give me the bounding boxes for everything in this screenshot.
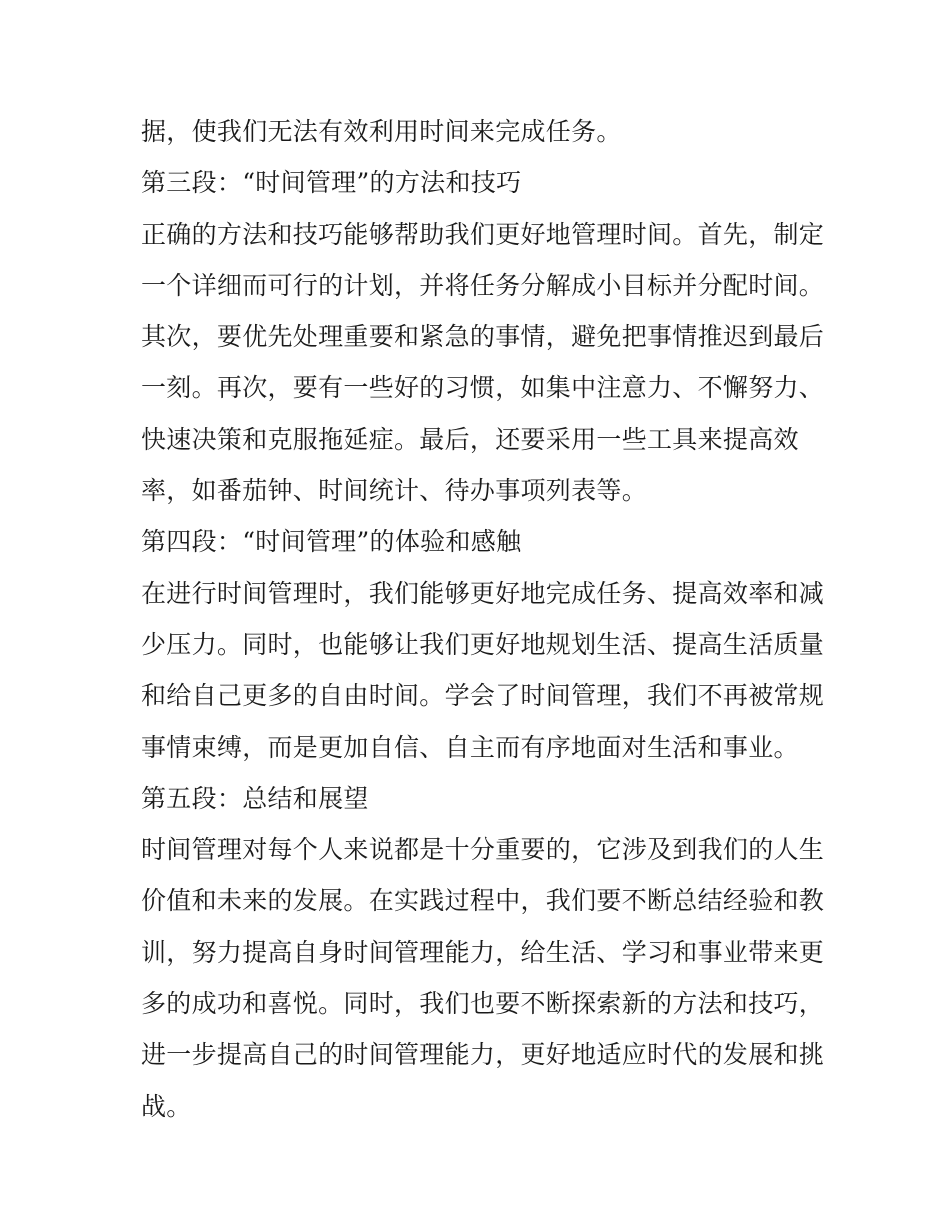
text-line: 和给自己更多的自由时间。学会了时间管理，我们不再被常规 <box>141 681 825 711</box>
text-line: 一个详细而可行的计划，并将任务分解成小目标并分配时间。 <box>141 270 825 300</box>
text-line: 正确的方法和技巧能够帮助我们更好地管理时间。首先，制定 <box>141 219 825 249</box>
text-line: 时间管理对每个人来说都是十分重要的，它涉及到我们的人生 <box>141 835 825 865</box>
text-line: 少压力。同时，也能够让我们更好地规划生活、提高生活质量 <box>141 629 825 659</box>
text-line: 率，如番茄钟、时间统计、待办事项列表等。 <box>141 476 648 506</box>
text-line: 在进行时间管理时，我们能够更好地完成任务、提高效率和减 <box>141 578 825 608</box>
text-line: 多的成功和喜悦。同时，我们也要不断探索新的方法和技巧， <box>141 989 825 1019</box>
text-line: 事情束缚，而是更加自信、自主而有序地面对生活和事业。 <box>141 732 799 762</box>
section-heading-5: 第五段：总结和展望 <box>141 783 369 813</box>
text-line: 战。 <box>141 1091 192 1121</box>
text-line: 训，努力提高自身时间管理能力，给生活、学习和事业带来更 <box>141 937 825 967</box>
text-line: 快速决策和克服拖延症。最后，还要采用一些工具来提高效 <box>141 424 799 454</box>
text-line: 其次，要优先处理重要和紧急的事情，避免把事情推迟到最后 <box>141 322 825 352</box>
section-heading-4: 第四段：“时间管理”的体验和感触 <box>141 527 522 557</box>
text-line: 进一步提高自己的时间管理能力，更好地适应时代的发展和挑 <box>141 1040 825 1070</box>
text-line: 价值和未来的发展。在实践过程中，我们要不断总结经验和教 <box>141 886 825 916</box>
text-line: 一刻。再次，要有一些好的习惯，如集中注意力、不懈努力、 <box>141 373 825 403</box>
document-body <box>141 106 825 1132</box>
section-heading-3: 第三段：“时间管理”的方法和技巧 <box>141 168 522 198</box>
text-line: 据，使我们无法有效利用时间来完成任务。 <box>141 117 622 146</box>
